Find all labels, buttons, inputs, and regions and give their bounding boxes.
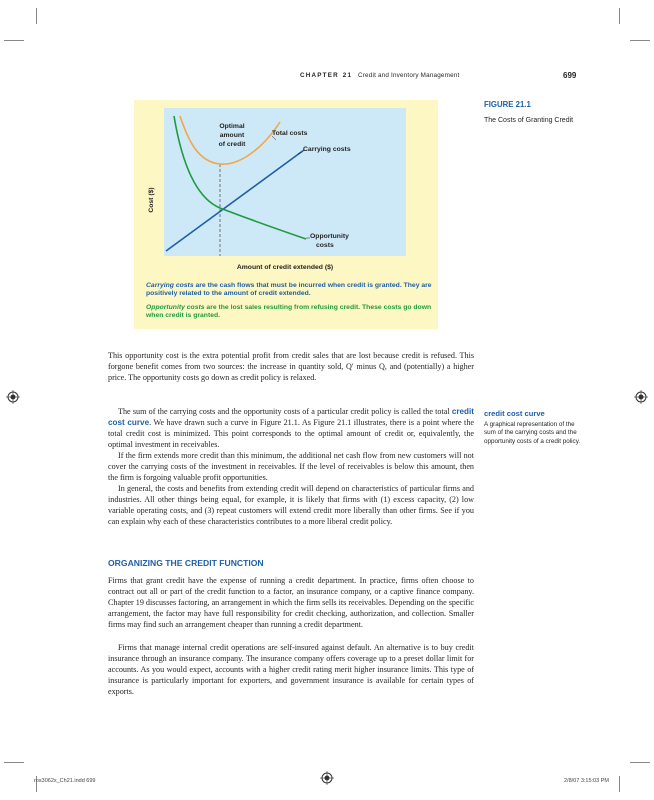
paragraph-5: Firms that grant credit have the expense of running a credit department. In practice, firms often choose to contract out all or part of the credit function to a factor, an insurance company, or a captive finance company. Chapter 19 discusses factoring, an arrangement in which the firm sells its receivables. Depending on the specific arrangement, the factor may have full responsibility for credit checking, authorization, and collection. Smaller firms may find such an arrangement cheaper than running a credit department. — [108, 576, 474, 630]
margin-definition: A graphical representation of the sum of the carrying costs and the opportunity costs of a credit policy. — [484, 421, 581, 445]
footer-file: ros3062x_Ch21.indd 699 — [34, 778, 96, 784]
paragraph-2-a: The sum of the carrying costs and the opportunity costs of a particular credit policy is called the total — [118, 406, 452, 416]
paragraph-4: In general, the costs and benefits from extending credit will depend on characteristics of particular firms and industries. All other things being equal, for example, it is likely that firms with (1) excess capacity, (2) low variable operating costs, and (3) repeat customers will extend credit more liberally than other firms. See if you can explain why each of these characteristics contributes to a more liberal credit policy. — [108, 484, 474, 527]
crop-mark — [4, 40, 24, 41]
paragraph-2 — [108, 406, 474, 450]
caption-opportunity — [146, 304, 436, 320]
footer-timestamp: 2/8/07 3:15:03 PM — [564, 778, 609, 784]
x-axis-label: Amount of credit extended ($) — [236, 264, 334, 271]
caption-opportunity-text: are the lost sales resulting from refusing credit. These costs go down when credit is granted. — [146, 304, 432, 319]
optimal-label-line1: Optimal — [219, 123, 245, 130]
chapter-title: Credit and Inventory Management — [358, 72, 460, 79]
paragraph-3: If the firm extends more credit than this minimum, the additional net cash flow from new customers will not cover the carrying costs of the investment in receivables. If the level of receivables is below this amount, then the firm is forgoing valuable profit opportunities. — [108, 450, 474, 483]
total-costs-label: Total costs — [272, 130, 308, 137]
chapter-number: 21 — [342, 72, 353, 79]
page-number: 699 — [563, 71, 577, 80]
crop-mark — [630, 762, 650, 763]
paragraph-6: Firms that manage internal credit operations are self-insured against default. An alternative is to buy credit insurance through an insurance company. The insurance company offers coverage up to a preset dollar limit for accounts. As you would expect, accounts with a higher credit rating merit higher insurance limits. This type of insurance is particularly important for exporters, and government insurance is available for certain types of exports. — [108, 642, 474, 696]
opportunity-label-line1: Opportunity — [310, 233, 349, 240]
credit-cost-curve-term: credit cost curve — [108, 406, 474, 427]
chapter-label: CHAPTER — [300, 72, 339, 79]
crop-mark — [619, 8, 620, 24]
paragraph-2-b: . We have drawn such a curve in Figure 21.1. As Figure 21.1 illustrates, there is a point where the total credit cost is minimized. This point corresponds to the optimal amount of credit or, equivalently, the optimal investment in receivables. — [108, 417, 474, 449]
registration-mark-icon — [634, 390, 648, 404]
caption-carrying — [146, 282, 436, 298]
y-axis-label: Cost ($) — [148, 187, 155, 213]
registration-mark-icon — [6, 390, 20, 404]
caption-carrying-em: Carrying costs — [146, 282, 194, 289]
carrying-costs-label: Carrying costs — [303, 146, 351, 153]
crop-mark — [619, 776, 620, 792]
running-head — [300, 72, 459, 79]
section-heading: ORGANIZING THE CREDIT FUNCTION — [108, 558, 264, 568]
opportunity-label-line2: costs — [316, 242, 334, 249]
crop-mark — [630, 40, 650, 41]
crop-mark — [36, 8, 37, 24]
figure-title: The Costs of Granting Credit — [484, 117, 574, 124]
figure-label: FIGURE 21.1 — [484, 100, 531, 109]
caption-opportunity-em: Opportunity costs — [146, 304, 205, 311]
caption-carrying-text: are the cash flows that must be incurred when credit is granted. They are positively related to the amount of credit extended. — [146, 282, 432, 297]
paragraph-1: This opportunity cost is the extra potential profit from credit sales that are lost because credit is refused. This forgone benefit comes from two sources: the increase in quantity sold, Q′ minus Q, and (potentially) a higher price. The opportunity costs go down as credit policy is relaxed. — [108, 351, 474, 383]
margin-term: credit cost curve — [484, 409, 545, 418]
crop-mark — [4, 762, 24, 763]
optimal-label-line2: amount — [219, 132, 245, 139]
optimal-label-line3: of credit — [218, 141, 246, 148]
registration-mark-icon — [320, 771, 334, 785]
